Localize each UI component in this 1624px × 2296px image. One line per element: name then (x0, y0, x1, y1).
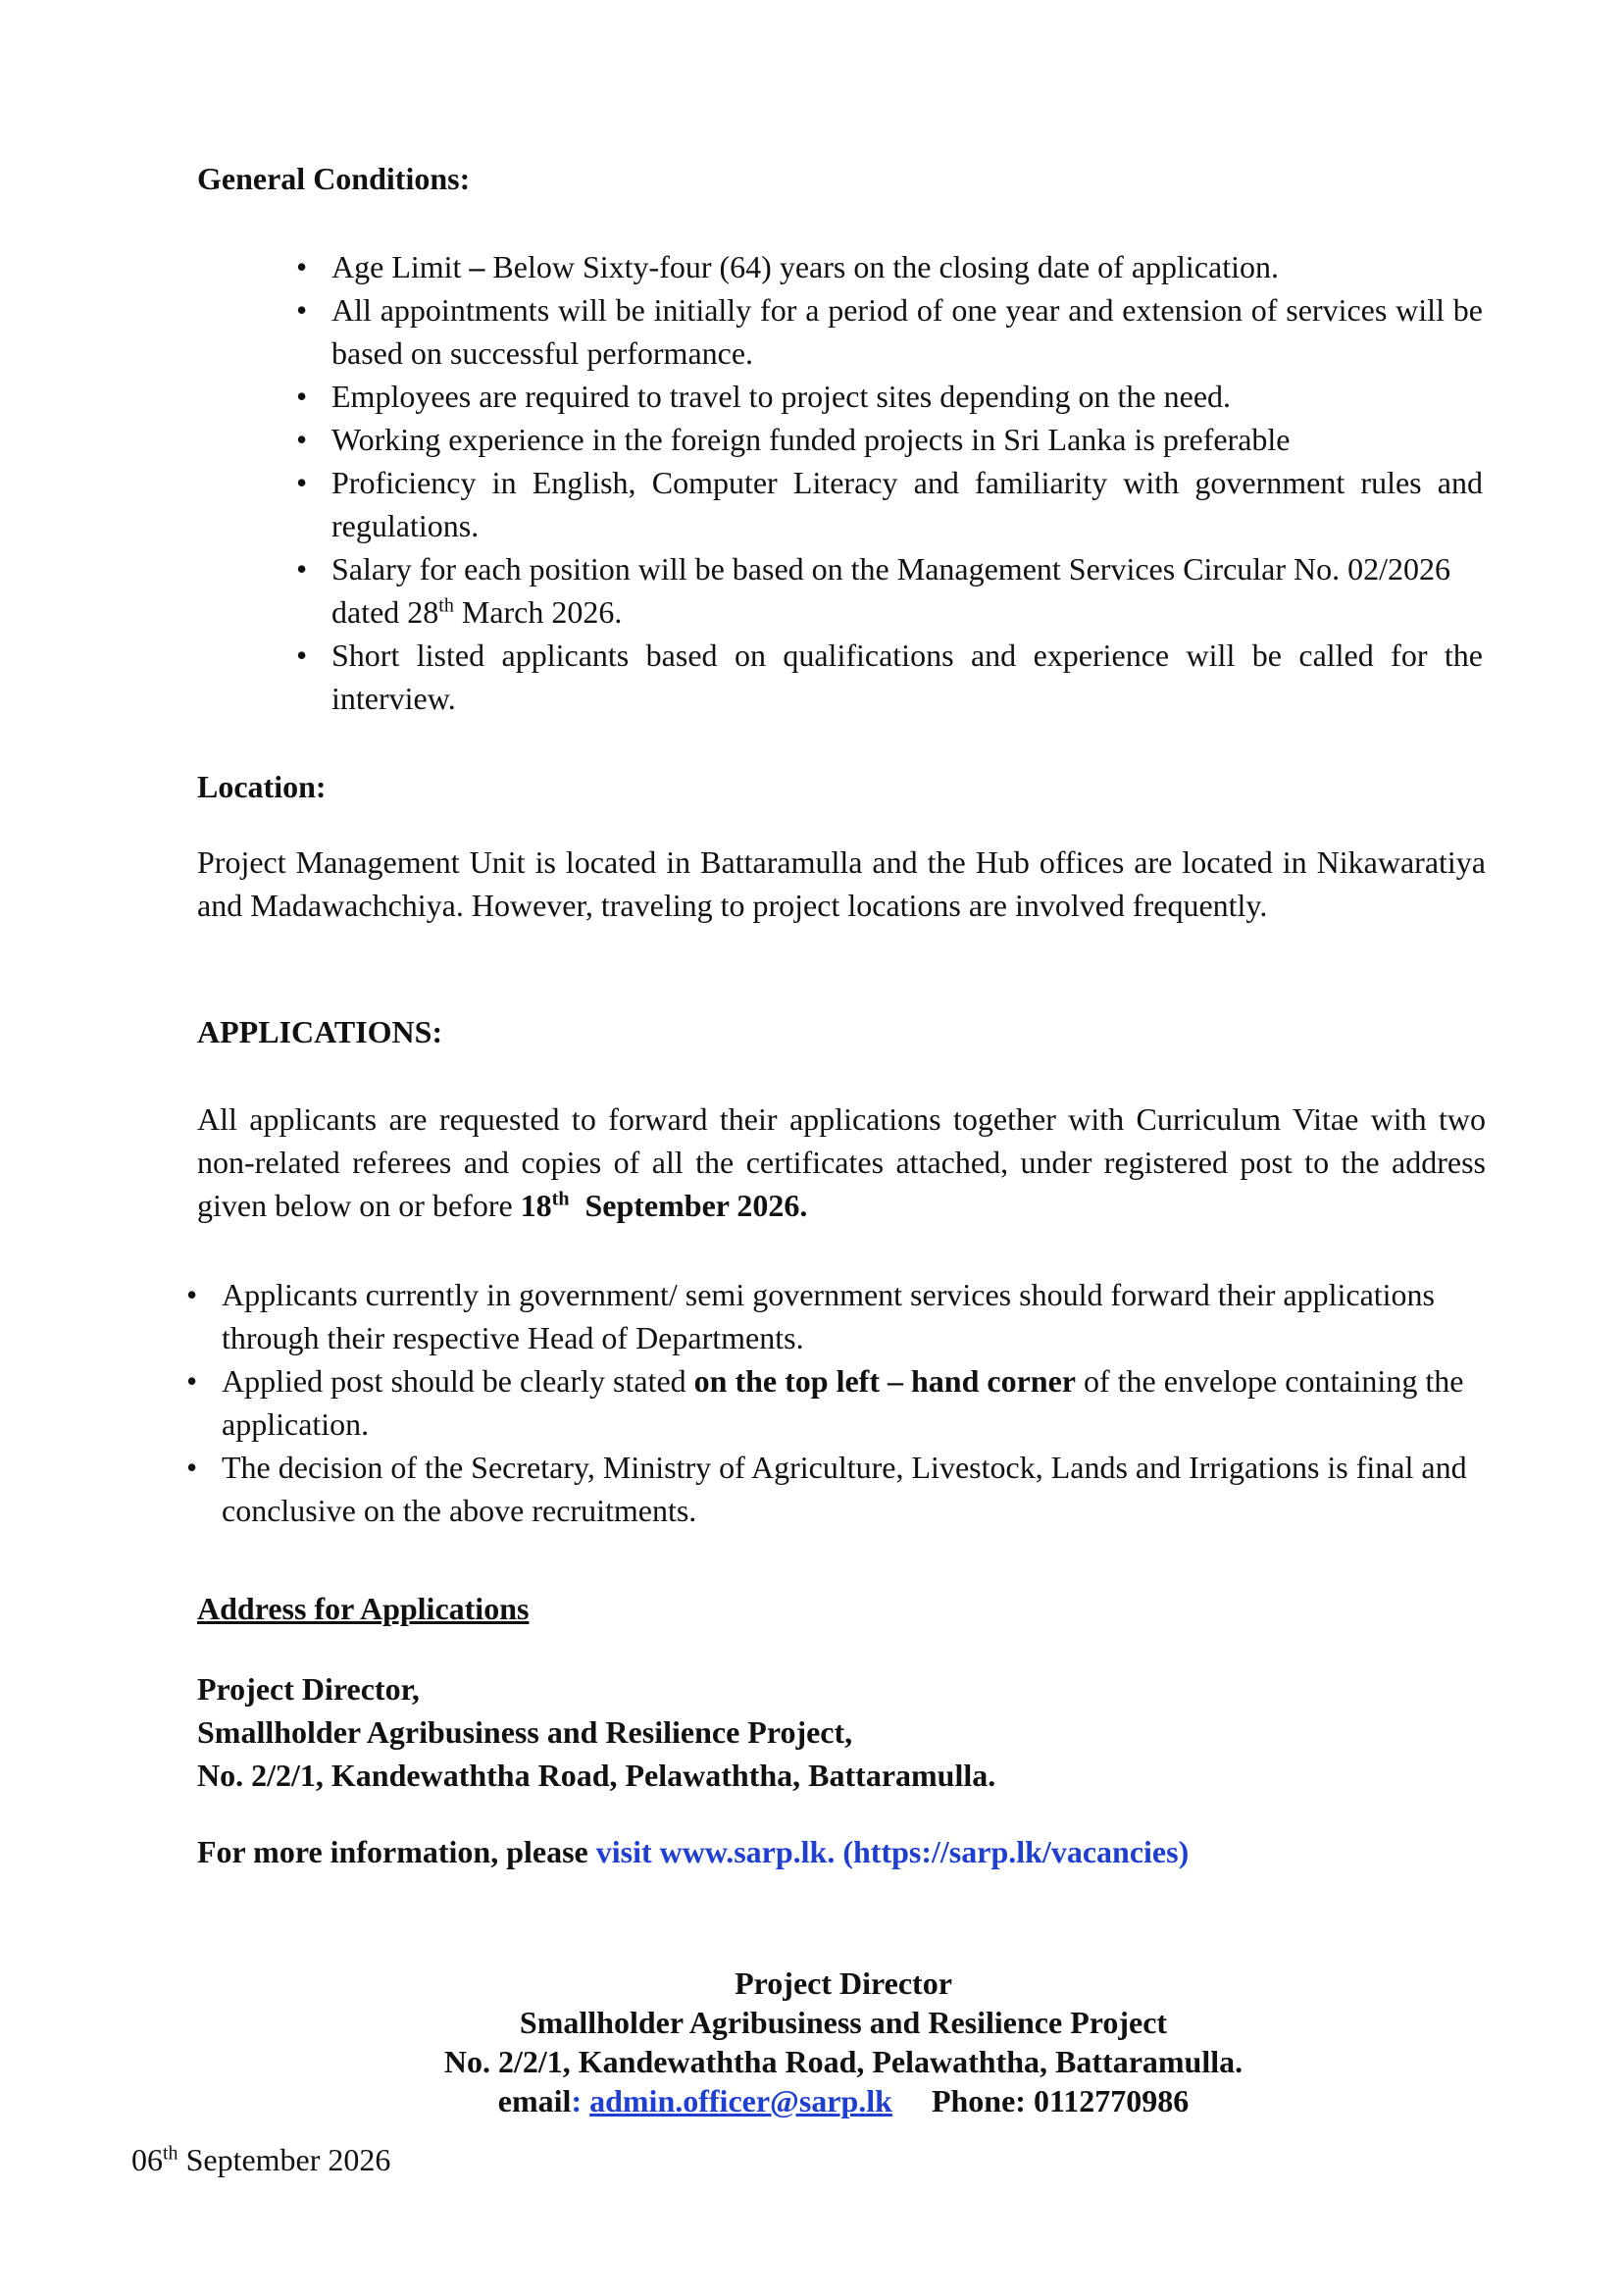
general-conditions-heading: General Conditions: (197, 161, 471, 196)
salary-date: March 2026. (453, 594, 623, 630)
email-link[interactable]: admin.officer@sarp.lk (589, 2083, 892, 2118)
location-text: Project Management Unit is located in Battaramulla and the Hub offices are located in Nikawaratiya and Madawachchiya. However, traveling to project locations are involved frequently. (197, 844, 1486, 923)
list-item (222, 1359, 1487, 1446)
address-line: Project Director, (197, 1671, 420, 1707)
applications-heading: APPLICATIONS: (197, 1014, 443, 1049)
application-address (197, 1667, 995, 1797)
list-item: • All appointments will be initially for a period of one year and extension of services will be based on successful performance. (331, 288, 1483, 375)
dash: – (461, 249, 493, 284)
date-day: 06 (131, 2142, 163, 2177)
signature-title: Project Director (735, 1965, 952, 2001)
website-link[interactable]: visit www.sarp.lk. (https://sarp.lk/vacancies) (595, 1834, 1190, 1869)
document-date (131, 2138, 390, 2181)
date-month-year: September 2026 (178, 2142, 391, 2177)
list-item: • Short listed applicants based on qualifications and experience will be called for the interview. (331, 634, 1483, 720)
applications-intro (197, 1097, 1486, 1227)
list-item (331, 547, 1483, 634)
applied-post-text: Applied post should be clearly stated (222, 1363, 694, 1399)
list-item: • Employees are required to travel to project sites depending on the need. (331, 375, 1483, 418)
location-heading: Location: (197, 769, 327, 804)
signature-contact (196, 2081, 1491, 2120)
deadline-day: 18 (520, 1188, 552, 1223)
deadline (521, 1188, 808, 1223)
deadline-month-year: September 2026. (577, 1188, 808, 1223)
applied-post-rest: of the envelope containing the application. (222, 1363, 1464, 1442)
list-item (331, 245, 1483, 288)
email-label: email (497, 2083, 572, 2118)
ordinal-suffix: th (551, 1188, 570, 1210)
ordinal-suffix: th (163, 2142, 178, 2165)
applications-list (222, 1273, 1487, 1532)
general-conditions-list (331, 245, 1483, 720)
list-item: • Proficiency in English, Computer Literacy and familiarity with government rules and regulations. (331, 461, 1483, 547)
signature-org: Smallholder Agribusiness and Resilience Project (519, 2005, 1168, 2040)
ordinal-suffix: th (438, 594, 454, 617)
list-item: • Applicants currently in government/ semi government services should forward their applications through their respective Head of Departments. (222, 1273, 1487, 1359)
more-info-prefix: For more information, please (197, 1834, 596, 1869)
signature-address: No. 2/2/1, Kandewaththa Road, Pelawaththa, Battaramulla. (443, 2044, 1243, 2079)
address-line: No. 2/2/1, Kandewaththa Road, Pelawaththa, Battaramulla. (197, 1758, 996, 1793)
list-item: • Working experience in the foreign funded projects in Sri Lanka is preferable (331, 418, 1483, 461)
age-limit-label: Age Limit (331, 249, 462, 284)
signature-block (196, 1964, 1491, 2120)
email-colon: : (571, 2083, 590, 2118)
address-line: Smallholder Agribusiness and Resilience Project, (197, 1714, 853, 1750)
applications-intro-text: All applicants are requested to forward their applications together with Curriculum Vitae with two non-related referees and copies of all the certificates attached, under registered post to the address given below on or before (197, 1101, 1486, 1223)
address-heading: Address for Applications (197, 1591, 530, 1626)
age-limit-text: Below Sixty-four (64) years on the closing date of application. (492, 249, 1279, 284)
list-item: • The decision of the Secretary, Ministry of Agriculture, Livestock, Lands and Irrigations is final and conclusive on the above recruitments. (222, 1446, 1487, 1532)
phone-number: Phone: 0112770986 (931, 2083, 1190, 2118)
salary-text: Salary for each position will be based on the Management Services Circular No. 02/2026 dated 28 (331, 551, 1451, 630)
envelope-position: on the top left – hand corner (693, 1363, 1076, 1399)
more-info (197, 1830, 1189, 1873)
